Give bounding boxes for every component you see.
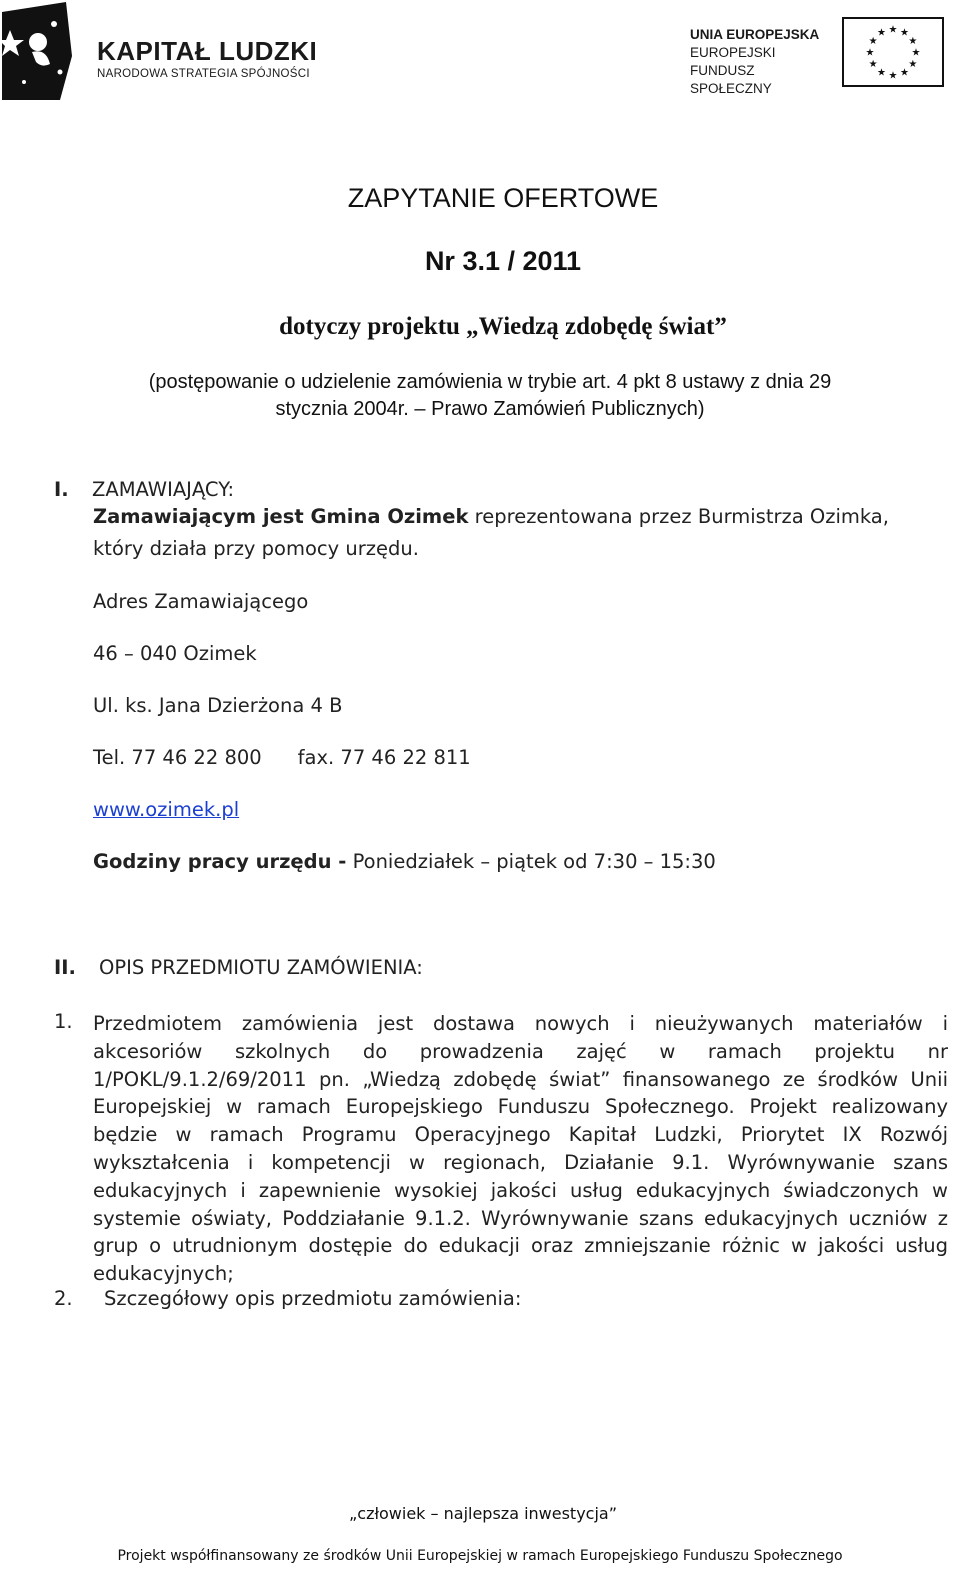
eu-star-icon: ★ — [877, 27, 886, 39]
eu-label-line: UNIA EUROPEJSKA — [690, 27, 820, 42]
address-label: Adres Zamawiającego — [93, 590, 309, 613]
section-heading — [54, 478, 234, 501]
website-container — [93, 798, 239, 821]
procedure-line: stycznia 2004r. – Prawo Zamówień Publicznych) — [275, 398, 705, 420]
postal-address: 46 – 040 Ozimek — [93, 642, 257, 665]
street-address: Ul. ks. Jana Dzierżona 4 B — [93, 694, 343, 717]
eu-star-icon: ★ — [868, 36, 878, 47]
ordering-party-bold: Zamawiającym jest Gmina Ozimek — [93, 505, 469, 528]
list-item-text: Szczegółowy opis przedmiotu zamówienia: — [104, 1287, 522, 1310]
section-heading — [54, 956, 423, 979]
ordering-party-continued: który działa przy pomocy urzędu. — [93, 537, 419, 560]
contact-numbers — [93, 746, 471, 769]
eu-star-icon: ★ — [888, 70, 898, 82]
office-hours — [93, 850, 716, 873]
section-title: ZAMAWIAJĄCY: — [92, 478, 235, 501]
eu-star-icon: ★ — [877, 67, 886, 79]
list-item-number: 1. — [54, 1010, 73, 1033]
project-title: dotyczy projektu „Wiedzą zdobędę świat” — [279, 313, 727, 340]
website-link[interactable]: www.ozimek.pl — [93, 798, 240, 821]
document-header — [0, 0, 960, 100]
logo-subtitle: NARODOWA STRATEGIA SPÓJNOŚCI — [97, 68, 310, 80]
procedure-note — [30, 369, 950, 423]
eu-star-icon: ★ — [908, 36, 918, 47]
eu-label-line: FUNDUSZ SPOŁECZNY — [690, 63, 772, 96]
kapital-ludzki-logo — [2, 2, 332, 100]
section-number: I. — [54, 478, 69, 501]
eu-star-icon: ★ — [868, 59, 878, 70]
document-title: ZAPYTANIE OFERTOWE — [347, 183, 659, 213]
logo-title: KAPITAŁ LUDZKI — [97, 36, 318, 66]
phone-number: Tel. 77 46 22 800 — [93, 746, 262, 769]
eu-star-icon: ★ — [865, 47, 875, 59]
ordering-party-rest: reprezentowana przez Burmistrza Ozimka, — [468, 505, 889, 528]
eu-star-icon: ★ — [900, 67, 909, 79]
list-item-text: Przedmiotem zamówienia jest dostawa nowych i nieużywanych materiałów i akcesoriów szkolnych do prowadzenia zajęć w ramach projektu nr 1/POKL/9.1.2/69/2011 pn. „Wiedzą zdobędę świat” finansowanego ze środków Unii Europejskiej w ramach Europejskiego Funduszu Społecznego. Projekt realizowany będzie w ramach Programu Operacyjnego Kapitał Ludzki, Priorytet IX Rozwój wykształcenia i kompetencji w regionach, Działanie 9.1. Wyrównywanie szans edukacyjnych i zapewnienie wysokiej jakości usług edukacyjnych świadczonych w systemie oświaty, Poddziałanie 9.1.2. Wyrównywanie szans edukacyjnych uczniów z grup o utrudnionym dostępie do edukacji oraz zmniejszanie różnic w jakości usług edukacyjnych; — [93, 1012, 948, 1286]
footer-cofinance-note: Projekt współfinansowany ze środków Unii Europejskiej w ramach Europejskiego Funduszu Społecznego — [117, 1548, 843, 1564]
eu-flag-icon — [842, 17, 944, 87]
eu-fund-label — [690, 26, 830, 98]
document-number: Nr 3.1 / 2011 — [424, 246, 582, 276]
office-hours-value: Poniedziałek – piątek od 7:30 – 15:30 — [346, 850, 716, 873]
eu-label-line: EUROPEJSKI — [690, 45, 776, 60]
kapital-ludzki-emblem-icon — [2, 2, 74, 100]
ordering-party — [93, 505, 953, 528]
eu-star-icon: ★ — [911, 47, 921, 59]
eu-star-icon: ★ — [908, 59, 918, 70]
procedure-line: (postępowanie o udzielenie zamówienia w trybie art. 4 pkt 8 ustawy z dnia 29 — [148, 371, 832, 393]
office-hours-label: Godziny pracy urzędu - — [93, 850, 347, 873]
list-item-number: 2. — [54, 1287, 73, 1310]
footer-slogan: „człowiek – najlepsza inwestycja” — [348, 1504, 618, 1523]
eu-star-icon: ★ — [888, 24, 898, 36]
fax-number: fax. 77 46 22 811 — [297, 746, 471, 769]
eu-star-icon: ★ — [900, 27, 909, 39]
section-title: OPIS PRZEDMIOTU ZAMÓWIENIA: — [99, 956, 423, 979]
section-number: II. — [54, 956, 76, 979]
